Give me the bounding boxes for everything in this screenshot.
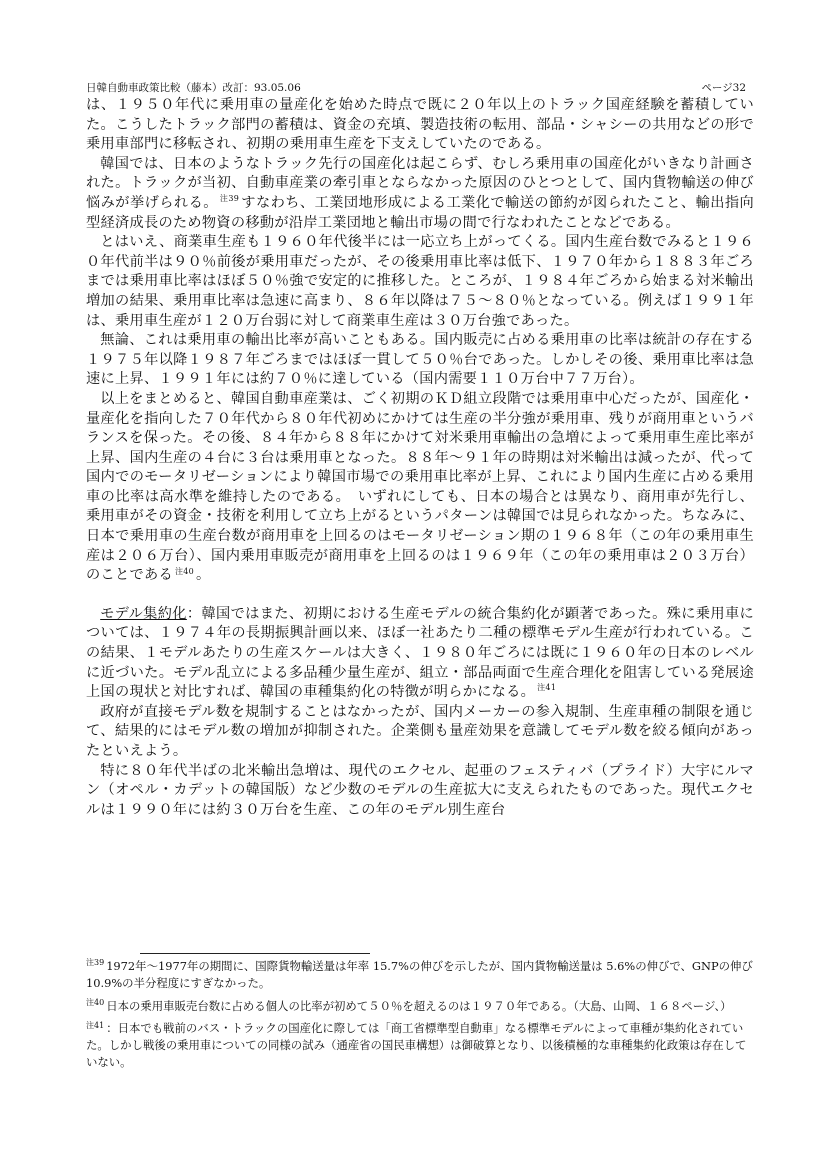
footnote-39 — [86, 958, 754, 992]
footnote-40 — [86, 998, 754, 1015]
footnote-41-mark: 注41 — [86, 1020, 105, 1030]
header-title: 日韓自動車政策比較（藤本）改訂：93.05.06 — [86, 82, 301, 94]
footnotes — [86, 958, 754, 1077]
paragraph-3: とはいえ、商業車生産も１９６０年代後半には一応立ち上がってくる。国内生産台数でみると１９６０年代前半は９０％前後が乗用車だったが、その後乗用車比率は低下、１９７０年から１８８３年ごろまでは乗用車比率はほぼ５０％強で安定的に推移した。ところが、１９８４年ごろから始まる対米輸出増加の結果、乗用車比率は急速に高まり、８６年以降は７５～８０％となっている。例えば１９９１年は、乗用車生産が１２０万台弱に対して商業車生産は３０万台強であった。 — [86, 234, 754, 329]
paragraph-2-text-a: 韓国では、日本のようなトラック先行の国産化は起こらず、むしろ乗用車の国産化がいきなり計画された。トラックが当初、自動車産業の牽引車とならなかった原因のひとつとして、国内貨物輸送の伸び悩みが挙げられる。 — [86, 155, 754, 211]
paragraph-5-text-b: 。 — [196, 567, 211, 584]
paragraph-6-text: ：韓国ではまた、初期における生産モデルの統合集約化が顕著であった。殊に乗用車については、１９７４年の長期振興計画以来、ほぼ一社あたり二種の標準モデル生産が行われている。この結果、１モデルあたりの生産スケールは大きく、１９８０年ごろには既に１９６０年の日本のレベルに近づいた。モデル乱立による多品種少量生産が、組立・部品両面で生産合理化を阻害している発展途上国の現状と対比すれば、韓国の車種集約化の特徴が明らかになる。 — [86, 605, 754, 701]
body-text — [86, 96, 754, 820]
footnote-41-text: ：日本でも戦前のバス・トラックの国産化に際しては「商工省標準型自動車」なる標準モデルによって車種が集約化されていた。しかし戦後の乗用車についての同様の試み（通産省の国民車構想）は御破算となり、以後積極的な車種集約化政策は存在していない。 — [86, 1021, 747, 1069]
footnote-39-mark: 注39 — [86, 958, 105, 968]
footnote-40-mark: 注40 — [86, 997, 105, 1007]
page-number: ページ32 — [701, 82, 746, 94]
page-header — [86, 79, 746, 97]
paragraph-7: 政府が直接モデル数を規制することはなかったが、国内メーカーの参入規制、生産車種の制限を通じて、結果的にはモデル数の増加が抑制された。企業側も量産効果を意識してモデル数を絞る傾向があったといえよう。 — [86, 703, 754, 759]
footnote-ref-41: 注41 — [537, 683, 557, 693]
footnote-41 — [86, 1020, 754, 1070]
paragraph-2 — [86, 155, 754, 233]
footnote-ref-40: 注40 — [174, 566, 195, 576]
paragraph-5 — [86, 390, 754, 586]
paragraph-6 — [86, 605, 754, 703]
paragraph-8: 特に８０年代半ばの北米輸出急増は、現代のエクセル、起亜のフェスティバ（プライド）大宇にルマン（オペル・カデットの韓国版）など少数のモデルの生産拡大に支えられたものであった。現代エクセルは１９９０年には約３０万台を生産、この年のモデル別生産台 — [86, 762, 754, 818]
paragraph-4: 無論、これは乗用車の輸出比率が高いこともある。国内販売に占める乗用車の比率は統計の存在する１９７５年以降１９８７年ごろまではほぼ一貫して５０％台であった。しかしその後、乗用車比率は急速に上昇、１９９１年には約７０％に達している（国内需要１１０万台中７７万台）。 — [86, 332, 754, 388]
paragraph-1: は、１９５０年代に乗用車の量産化を始めた時点で既に２０年以上のトラック国産経験を蓄積していた。こうしたトラック部門の蓄積は、資金の充填、製造技術の転用、部品・シャシーの共用などの形で乗用車部門に移転され、初期の乗用車生産を下支えしていたのである。 — [86, 97, 754, 153]
footnote-ref-39: 注39 — [219, 194, 240, 204]
footnote-39-text: 1972年～1977年の期間に、国際貨物輸送量は年率 15.7%の伸びを示したが、国内貨物輸送量は 5.6%の伸びで、GNPの伸び10.9%の半分程度にすぎなかった。 — [86, 959, 753, 990]
footnote-40-text: 日本の乗用車販売台数に占める個人の比率が初めて５０％を超えるのは１９７０年である。（大島、山岡、１６８ページ、） — [106, 998, 732, 1013]
section-heading-model-consolidation: モデル集約化 — [100, 605, 187, 622]
paragraph-2-text-b: すなわち、工業団地形成による工業化で輸送の節約が図られたこと、輸出指向型経済成長のため物資の移動が沿岸工業団地と輸出市場の間で行なわれたことなどである。 — [86, 194, 754, 231]
footnote-divider — [140, 953, 370, 954]
paragraph-5-text-a: 以上をまとめると、韓国自動車産業は、ごく初期のＫＤ組立段階では乗用車中心だったが、国産化・量産化を指向した７０年代から８０年代初めにかけては生産の半分強が乗用車、残りが商用車というバランスを保った。その後、８４年から８８年にかけて対米乗用車輸出の急増によって乗用車生産比率が上昇、国内生産の４台に３台は乗用車となった。８８年～９１年の時期は対米輸出は減ったが、代って国内でのモータリゼーションにより韓国市場での乗用車比率が上昇、これにより国内生産に占める乗用車の比率は高水準を維持したのである。 いずれにしても、日本の場合とは異なり、商用車が先行し、乗用車がその資金・技術を利用して立ち上がるというパターンは韓国では見られなかった。ちなみに、日本で乗用車の生産台数が商用車を上回るのはモータリゼーション期の１９６８年（この年の乗用車生産は２０６万台）、国内乗用車販売が商用車を上回るのは１９６９年（この年の乗用車は２０３万台）のことである — [86, 390, 754, 584]
